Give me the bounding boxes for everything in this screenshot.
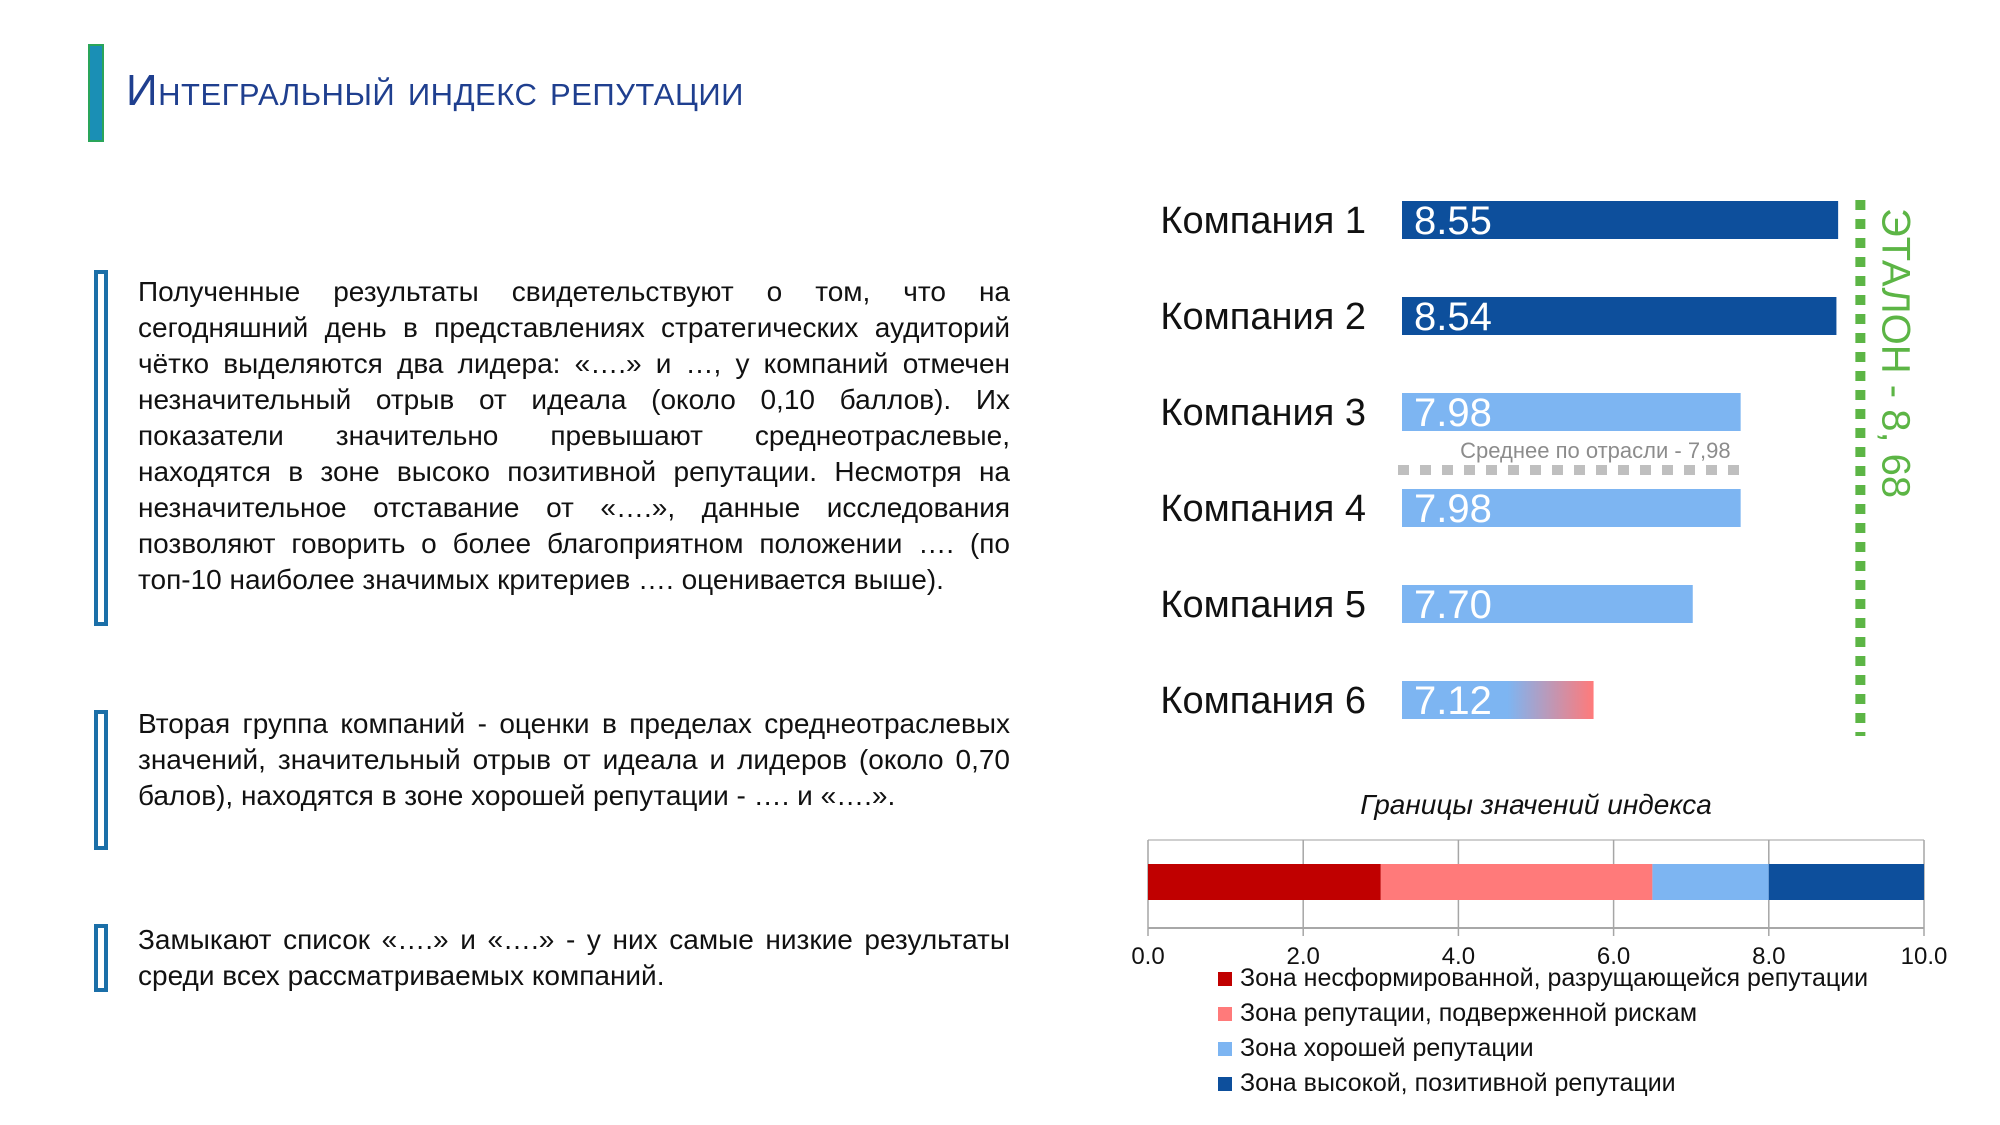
legend-entry-2: Зона репутации, подверженной рискам	[1240, 999, 1698, 1027]
legend-swatch-4	[1218, 1077, 1232, 1091]
legend-swatch-2	[1218, 1007, 1232, 1021]
zones-chart-title: Границы значений индекса	[1360, 789, 1712, 820]
title-accent-bar	[88, 44, 104, 142]
page-title: Интегральный индекс репутации	[126, 66, 744, 115]
legend-entry-1: Зона несформированной, разрущающейся репутации	[1240, 964, 1869, 992]
value-label-6: 7.12	[1414, 679, 1492, 723]
category-label-4: Компания 4	[1160, 488, 1366, 530]
paragraph-1: Полученные результаты свидетельствуют о том, что на сегодняшний день в представлениях стратегических аудиторий чётко выделяются два лидера: «….» и …, у компаний отмечен незначительный отрыв от идеала (около 0,10 баллов). Их показатели значительно превышают среднеотраслевые, находятся в зоне высоко позитивной репутации. Несмотря на незначительное отставание от «….», данные исследования позволяют говорить о более благоприятном положении …. (по топ-10 наиболее значимых критериев …. оценивается выше).	[138, 276, 1010, 595]
zone-segment-4	[1769, 864, 1924, 900]
paragraph-marker-2	[94, 710, 108, 850]
legend-entry-4: Зона высокой, позитивной репутации	[1240, 1069, 1676, 1097]
category-label-3: Компания 3	[1160, 392, 1366, 434]
value-label-1: 8.55	[1414, 199, 1492, 243]
legend-swatch-3	[1218, 1042, 1232, 1056]
zones-tick-label-1: 2.0	[1286, 943, 1320, 970]
paragraph-marker-3	[94, 924, 108, 992]
paragraph-2: Вторая группа компаний - оценки в пределах среднеотраслевых значений, значительный отрыв от идеала и лидеров (около 0,70 балов), находятся в зоне хорошей репутации - …. и «….».	[138, 708, 1010, 811]
zones-tick-label-4: 8.0	[1752, 943, 1786, 970]
zones-tick-label-2: 4.0	[1441, 943, 1476, 970]
category-label-2: Компания 2	[1160, 296, 1366, 338]
zone-segment-2	[1381, 864, 1653, 900]
paragraph-marker-1	[94, 270, 108, 626]
zone-segment-3	[1652, 864, 1768, 900]
zones-tick-label-3: 6.0	[1596, 943, 1631, 970]
zones-tick-label-5: 10.0	[1900, 943, 1948, 970]
paragraph-3: Замыкают список «….» и «….» - у них самые низкие результаты среди всех рассматриваемых компаний.	[138, 924, 1010, 991]
etalon-label: ЭТАЛОН - 8, 68	[1873, 208, 1918, 499]
zones-tick-label-0: 0.0	[1131, 943, 1165, 970]
industry-average-label: Среднее по отрасли - 7,98	[1460, 438, 1731, 463]
value-label-2: 8.54	[1414, 295, 1492, 339]
category-label-5: Компания 5	[1160, 584, 1366, 626]
category-label-1: Компания 1	[1160, 200, 1366, 242]
value-label-3: 7.98	[1414, 391, 1492, 435]
value-label-4: 7.98	[1414, 487, 1492, 531]
index-zones-chart	[1100, 780, 1980, 1120]
zone-segment-1	[1148, 864, 1381, 900]
legend-entry-3: Зона хорошей репутации	[1240, 1034, 1534, 1062]
company-ranking-chart	[1100, 180, 1980, 760]
category-label-6: Компания 6	[1160, 680, 1366, 722]
value-label-5: 7.70	[1414, 583, 1492, 627]
legend-swatch-1	[1218, 972, 1232, 986]
